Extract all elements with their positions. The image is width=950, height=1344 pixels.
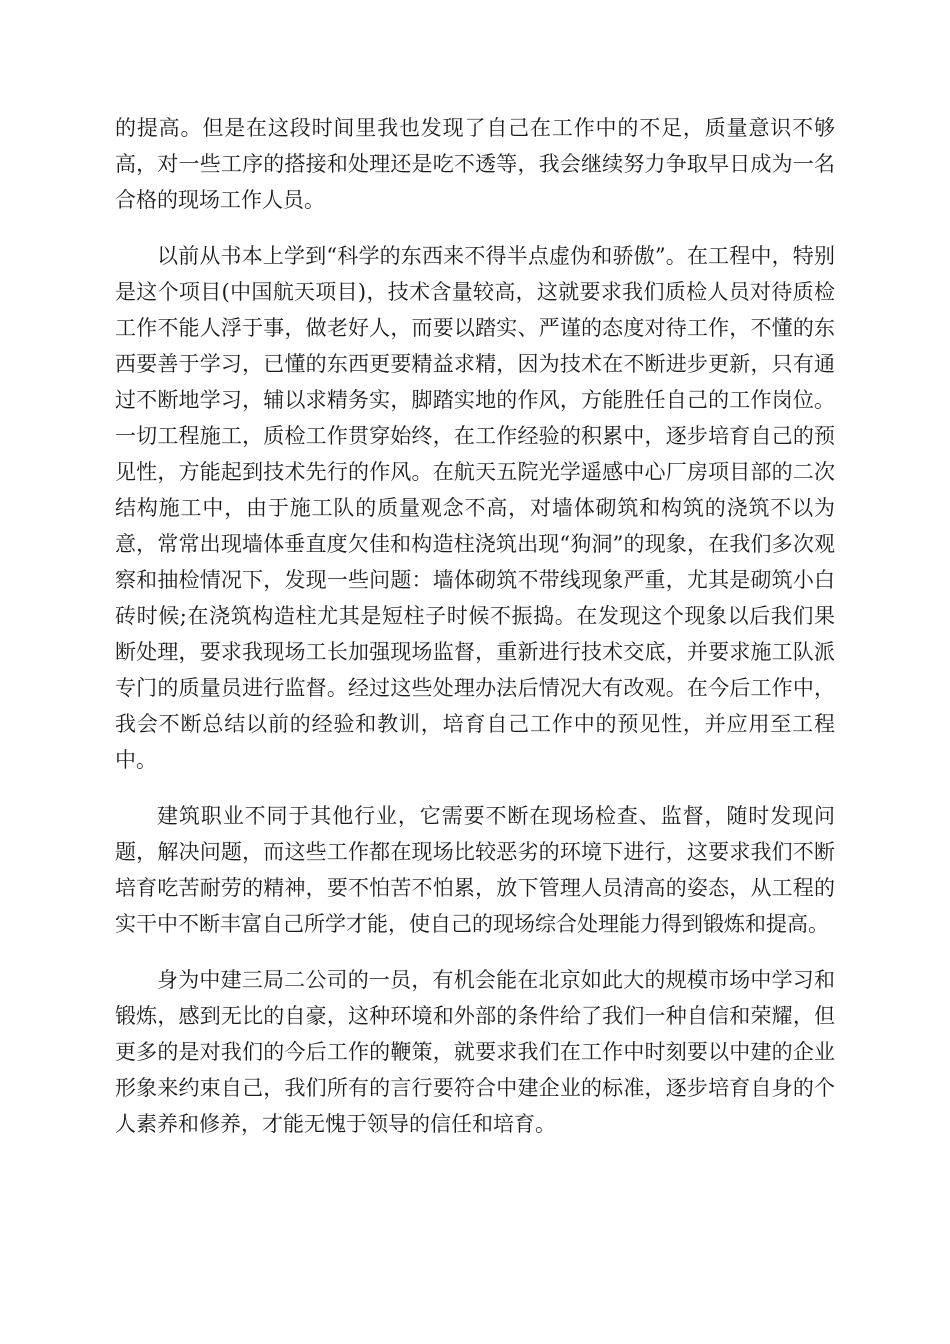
paragraph-quality-inspection: 以前从书本上学到“科学的东西来不得半点虚伪和骄傲”。在工程中，特别是这个项目(中国航天项目)，技术含量较高，这就要求我们质检人员对待质检工作不能人浮于事，做老好人，而要以踏实、严谨的态度对待工作，不懂的东西要善于学习，已懂的东西更要精益求精，因为技术在不断进步更新，只有通过不断地学习，辅以求精务实，脚踏实地的作风，方能胜任自己的工作岗位。一切工程施工，质检工作贯穿始终，在工作经验的积累中，逐步培育自己的预见性，方能起到技术先行的作风。在航天五院光学遥感中心厂房项目部的二次结构施工中，由于施工队的质量观念不高，对墙体砌筑和构筑的浇筑不以为意，常常出现墙体垂直度欠佳和构造柱浇筑出现“狗洞”的现象，在我们多次观察和抽检情况下，发现一些问题：墙体砌筑不带线现象严重，尤其是砌筑小白砖时候;在浇筑构造柱尤其是短柱子时候不振捣。在发现这个现象以后我们果断处理，要求我现场工长加强现场监督，重新进行技术交底，并要求施工队派专门的质量员进行监督。经过这些处理办法后情况大有改观。在今后工作中，我会不断总结以前的经验和教训，培育自己工作中的预见性，并应用至工程中。 [115, 244, 835, 772]
paragraph-construction-profession: 建筑职业不同于其他行业，它需要不断在现场检查、监督，随时发现问题，解决问题，而这些工作都在现场比较恶劣的环境下进行，这要求我们不断培育吃苦耐劳的精神，要不怕苦不怕累，放下管理人员清高的姿态，从工程的实干中不断丰富自己所学才能，使自己的现场综合处理能力得到锻炼和提高。 [115, 804, 835, 936]
paragraph-continuation: 的提高。但是在这段时间里我也发现了自己在工作中的不足，质量意识不够高，对一些工序的搭接和处理还是吃不透等，我会继续努力争取早日成为一名合格的现场工作人员。 [115, 116, 835, 212]
document-body [115, 110, 835, 1162]
paragraph-company-member: 身为中建三局二公司的一员，有机会能在北京如此大的规模市场中学习和锻炼，感到无比的自豪，这种环境和外部的条件给了我们一种自信和荣耀，但更多的是对我们的今后工作的鞭策，就要求我们在工作中时刻要以中建的企业形象来约束自己，我们所有的言行要符合中建企业的标准，逐步培育自身的个人素养和修养，才能无愧于领导的信任和培育。 [115, 968, 835, 1136]
